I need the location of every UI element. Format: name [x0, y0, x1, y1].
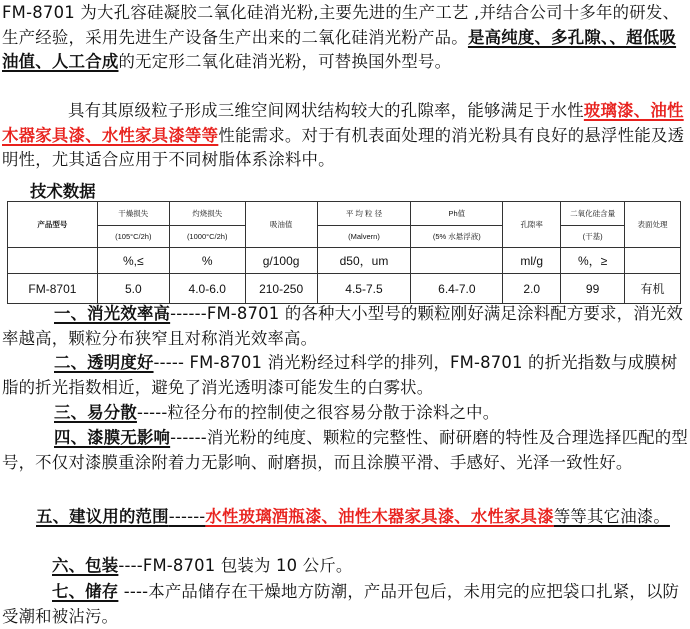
- section-dispersion: [2, 401, 688, 426]
- section-4-text: ------消光粉的纯度、颗粒的完整性、耐研磨的特性及合理选择匹配的型号，不仅对漆膜重涂附着力无影响、耐磨损，而且涂膜平滑、手感好、光泽一致性好。: [2, 428, 688, 472]
- unit-surface: [625, 248, 681, 274]
- header-surface-treatment: 表面处理: [625, 202, 681, 248]
- table-header-condition-row: [8, 226, 681, 248]
- section-7-title: 七、储存: [52, 582, 119, 601]
- header-porosity: 孔隙率: [503, 202, 561, 248]
- table-row: [8, 274, 681, 304]
- section-5-title: 五、建议用的范围: [36, 507, 169, 526]
- section-transparency: [2, 351, 688, 400]
- header-silica-condition: (干基): [561, 226, 625, 248]
- cell-ignition: 4.0-6.0: [169, 274, 245, 304]
- intro-paragraph-1: [2, 1, 688, 75]
- section-storage: [2, 580, 688, 629]
- section-matting-efficiency: [2, 302, 688, 351]
- intro-text-d: 具有其原级粒子形成三维空间网状结构较大的孔隙率，能够满足于水性: [68, 101, 584, 120]
- unit-ph: [411, 248, 503, 274]
- section-6-text: ----FM-8701 包装为 10 公斤。: [118, 556, 353, 575]
- section-2-text: ----- FM-8701 消光粉经过科学的排列，FM-8701 的折光指数与成膜树脂的折光指数相近，避免了消光透明漆可能发生的白雾状。: [2, 353, 678, 397]
- section-2-title: 二、透明度好: [54, 353, 154, 372]
- header-oil-absorption: 吸油值: [245, 202, 317, 248]
- unit-oil: g/100g: [245, 248, 317, 274]
- header-particle-size: 平 均 粒 径: [317, 202, 411, 226]
- section-6-title: 六、包装: [52, 556, 119, 575]
- cell-porosity: 2.0: [503, 274, 561, 304]
- intro-highlight-features: 是高纯度、多孔隙、、超低吸油值、人工合成: [2, 27, 677, 71]
- header-drying-condition: (105°C/2h): [97, 226, 169, 248]
- section-5-dash: ------: [168, 507, 206, 526]
- unit-ignition: %: [169, 248, 245, 274]
- intro-text-e: 性能需求。对于有机表面处理的消光粉具有良好的悬浮性能及透明性，尤其适合应用于不同树脂体系涂料中。: [2, 125, 685, 169]
- unit-model: [8, 248, 98, 274]
- cell-drying: 5.0: [97, 274, 169, 304]
- cell-surface: 有机: [625, 274, 681, 304]
- header-silica-content: 二氧化硅含量: [561, 202, 625, 226]
- section-5-tail: 等等其它油漆。: [553, 507, 670, 526]
- header-model: 产品型号: [8, 202, 98, 248]
- intro-paragraph-2: [2, 99, 688, 173]
- section-application-range: [2, 505, 688, 530]
- section-1-text: ------FM-8701 的各种大小型号的颗粒刚好满足涂料配方要求，消光效率越高，颗粒分布狭窄且对称消光效率高。: [2, 304, 684, 348]
- unit-particle: d50，um: [317, 248, 411, 274]
- intro-highlight-applications: 玻璃漆、油性木器家具漆、水性家具漆等等: [2, 101, 684, 145]
- section-film-effect: [2, 426, 688, 475]
- intro-text-a: FM-8701 为大孔容硅凝胶二氧化硅消光粉,主要先进的生产工艺 ,并结合公司十多年的研发、生产经验，采用先进生产设备生产出来的二氧化硅消光粉产品。: [2, 3, 680, 47]
- tech-data-table: [7, 201, 681, 304]
- cell-silica: 99: [561, 274, 625, 304]
- section-packaging: [2, 554, 688, 579]
- unit-drying: %,≤: [97, 248, 169, 274]
- header-particle-method: (Malvern): [317, 226, 411, 248]
- header-drying-loss: 干燥损失: [97, 202, 169, 226]
- section-3-text: -----粒径分布的控制使之很容易分散于涂料之中。: [136, 403, 500, 422]
- intro-text-c: 的无定形二氧化硅消光粉，可替换国外型号。: [118, 52, 452, 71]
- header-ph-condition: (5% 水悬浮液): [411, 226, 503, 248]
- header-ignition-condition: (1000°C/2h): [169, 226, 245, 248]
- table-unit-row: [8, 248, 681, 274]
- cell-model: FM-8701: [8, 274, 98, 304]
- tech-data-heading: 技术数据: [30, 182, 96, 201]
- table-header-row: [8, 202, 681, 226]
- header-ignition-loss: 灼烧损失: [169, 202, 245, 226]
- section-7-text: ----本产品储存在干燥地方防潮，产品开包后，未用完的应把袋口扎紧，以防受潮和被沾污。: [2, 582, 680, 626]
- cell-particle: 4.5-7.5: [317, 274, 411, 304]
- unit-silica: %，≥: [561, 248, 625, 274]
- header-ph: Ph值: [411, 202, 503, 226]
- section-3-title: 三、易分散: [54, 403, 137, 422]
- section-4-title: 四、漆膜无影响: [54, 428, 171, 447]
- cell-ph: 6.4-7.0: [411, 274, 503, 304]
- section-1-title: 一、消光效率高: [54, 304, 171, 323]
- unit-porosity: ml/g: [503, 248, 561, 274]
- section-5-applications: 水性玻璃酒瓶漆、油性木器家具漆、水性家具漆: [205, 507, 554, 526]
- cell-oil: 210-250: [245, 274, 317, 304]
